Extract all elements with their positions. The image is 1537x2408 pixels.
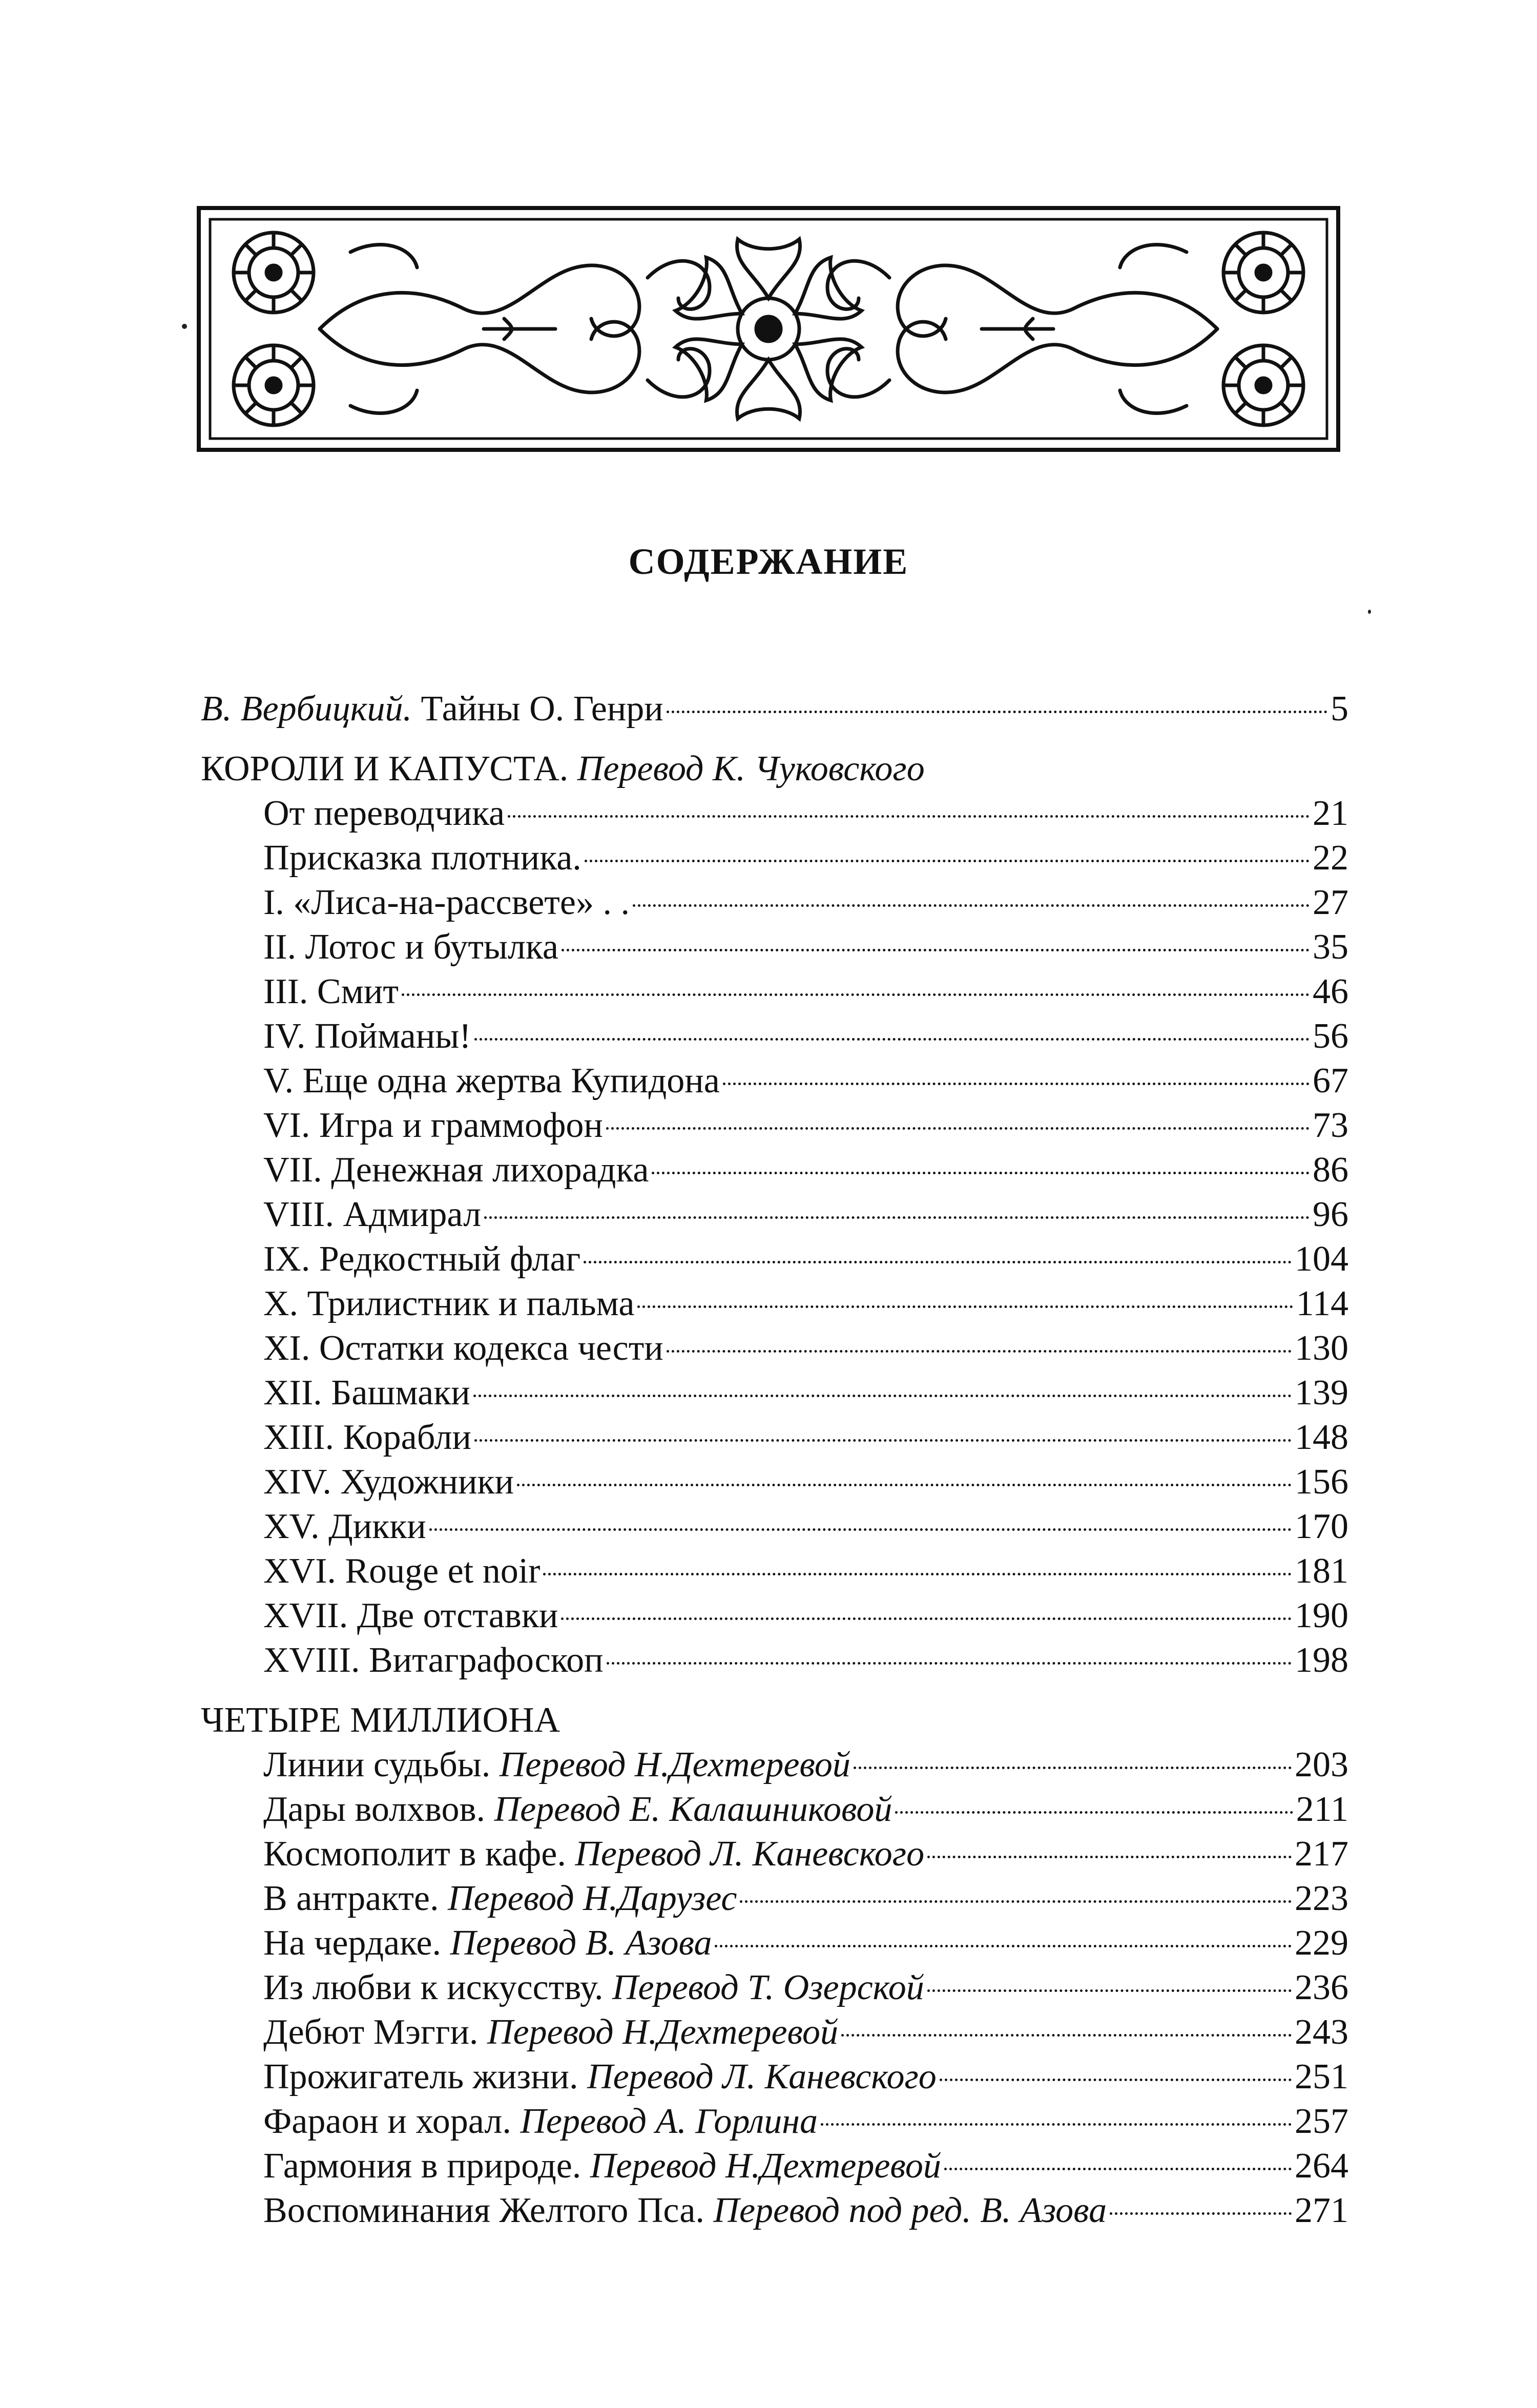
toc-entry [201, 2054, 1348, 2099]
toc-entry-label: II. Лотос и бутылка [263, 927, 558, 967]
dot-leader [474, 1439, 1292, 1442]
toc-page-number: 203 [1295, 1745, 1348, 1784]
toc-entry-translator: Перевод Н.Дехтеревой [581, 2146, 941, 2186]
toc-page-number: 35 [1313, 927, 1348, 967]
toc-entry [201, 1058, 1348, 1103]
toc-page-number: 114 [1296, 1284, 1348, 1323]
dot-leader [927, 1856, 1292, 1858]
toc-entry [201, 1965, 1348, 2010]
toc-entry [201, 1504, 1348, 1549]
toc-entry-label: V. Еще одна жертва Купидона [263, 1061, 720, 1101]
dot-leader [585, 860, 1310, 862]
table-of-contents [201, 687, 1348, 2233]
toc-entry [201, 1237, 1348, 1281]
toc-entry-translator: Перевод под ред. В. Азова [704, 2191, 1107, 2230]
toc-page-number: 73 [1313, 1106, 1348, 1145]
toc-entry-label: XVIII. Витаграфоскоп [263, 1641, 604, 1680]
toc-entry-title: Из любви к искусству. [263, 1968, 604, 2007]
toc-entry-label [263, 2010, 838, 2054]
toc-entry-label: Присказка плотника. [263, 838, 581, 878]
dot-leader [667, 1350, 1292, 1353]
toc-entry-title: Линии судьбы. [263, 1745, 491, 1784]
toc-entry [201, 1415, 1348, 1460]
toc-entry-translator: Перевод Л. Каневского [566, 1834, 925, 1874]
dot-leader [821, 2123, 1292, 2126]
toc-page-number: 139 [1295, 1373, 1348, 1413]
dot-leader [562, 949, 1310, 951]
toc-entry-title: Фараон и хорал. [263, 2102, 511, 2141]
dot-leader [1110, 2212, 1292, 2215]
print-speck [1368, 610, 1371, 614]
dot-leader [508, 815, 1310, 818]
toc-entry-label: III. Смит [263, 972, 399, 1011]
toc-entry-label: IX. Редкостный флаг [263, 1239, 581, 1279]
toc-page-number: 211 [1296, 1790, 1348, 1829]
dot-leader [633, 904, 1310, 907]
toc-entry [201, 2099, 1348, 2144]
toc-page-number: 271 [1295, 2191, 1348, 2230]
toc-entry-title: В антракте. [263, 1879, 439, 1918]
dot-leader [429, 1528, 1292, 1531]
toc-page-number: 22 [1313, 838, 1348, 878]
toc-entry-title: На чердаке. [263, 1923, 441, 1963]
toc-entry-label: VII. Денежная лихорадка [263, 1150, 649, 1190]
dot-leader [740, 1900, 1292, 1903]
toc-entry [201, 1921, 1348, 1965]
toc-page-number: 27 [1313, 883, 1348, 922]
section-heading-kings-and-cabbages [201, 746, 1348, 791]
toc-entry-title: Дары волхвов. [263, 1790, 486, 1829]
toc-entry [201, 1103, 1348, 1148]
toc-entry [201, 1832, 1348, 1876]
toc-page-number: 5 [1331, 689, 1348, 729]
section-translator: Перевод К. Чуковского [568, 749, 925, 788]
toc-entry [201, 925, 1348, 969]
toc-page-number: 86 [1313, 1150, 1348, 1190]
toc-entry [201, 1876, 1348, 1921]
toc-page-number: 148 [1295, 1418, 1348, 1457]
toc-page-number: 251 [1295, 2057, 1348, 2096]
dot-leader [606, 1127, 1310, 1130]
dot-leader [652, 1172, 1310, 1174]
toc-entry-title: Гармония в природе. [263, 2146, 581, 2186]
toc-page-number: 198 [1295, 1641, 1348, 1680]
dot-leader [474, 1038, 1310, 1041]
toc-page-number: 104 [1295, 1239, 1348, 1279]
toc-entry-label: XIII. Корабли [263, 1418, 472, 1457]
toc-entry-title: Дебют Мэгги. [263, 2012, 479, 2052]
toc-page-number: 96 [1313, 1195, 1348, 1234]
toc-entry-label: VI. Игра и граммофон [263, 1106, 603, 1145]
toc-entry [201, 1014, 1348, 1058]
toc-entry [201, 1371, 1348, 1415]
toc-page-number: 190 [1295, 1596, 1348, 1635]
toc-entry [201, 1460, 1348, 1504]
toc-entry-translator: Перевод Н.Дехтеревой [490, 1745, 850, 1784]
toc-entry-translator: Перевод А. Горлина [511, 2102, 818, 2141]
toc-entry-label: VIII. Адмирал [263, 1195, 482, 1234]
dot-leader [561, 1617, 1292, 1620]
toc-page-number: 257 [1295, 2102, 1348, 2141]
toc-entry-translator: Перевод Л. Каневского [578, 2057, 937, 2096]
toc-entry-label [263, 1832, 924, 1876]
toc-entry-label: От переводчика [263, 794, 505, 833]
toc-page-number: 156 [1295, 1462, 1348, 1502]
toc-entry-intro [201, 687, 1348, 731]
toc-entry-label [263, 2144, 941, 2188]
toc-entry-label [263, 1965, 924, 2010]
toc-entry-label: XIV. Художники [263, 1462, 514, 1502]
section-title: ЧЕТЫРЕ МИЛЛИОНА [201, 1700, 560, 1740]
toc-entry-label: XV. Дикки [263, 1507, 426, 1546]
toc-entry [201, 1192, 1348, 1237]
dot-leader [517, 1484, 1292, 1486]
toc-entry [201, 836, 1348, 880]
toc-entry-translator: Перевод Т. Озерской [603, 1968, 924, 2007]
toc-entry-translator: Перевод Е. Калашниковой [485, 1790, 892, 1829]
toc-entry [201, 1549, 1348, 1593]
page-title: СОДЕРЖАНИЕ [628, 541, 909, 582]
toc-entry [201, 2010, 1348, 2054]
toc-entry-label [263, 2188, 1107, 2233]
dot-leader [841, 2034, 1292, 2037]
toc-entry-label: X. Трилистник и пальма [263, 1284, 635, 1323]
toc-entry-label: XI. Остатки кодекса чести [263, 1328, 663, 1368]
dot-leader [637, 1305, 1293, 1308]
dot-leader [584, 1261, 1292, 1263]
dot-leader [543, 1573, 1292, 1575]
toc-entry [201, 880, 1348, 925]
dot-leader [854, 1767, 1292, 1769]
toc-entry-title: Воспоминания Желтого Пса. [263, 2191, 704, 2230]
toc-page-number: 223 [1295, 1879, 1348, 1918]
dot-leader [723, 1083, 1310, 1085]
toc-entry-translator: Перевод В. Азова [441, 1923, 712, 1963]
toc-entry-label: XVII. Две отставки [263, 1596, 558, 1635]
toc-page-number: 236 [1295, 1968, 1348, 2007]
section-title: КОРОЛИ И КАПУСТА. [201, 749, 569, 788]
toc-entry-title: Космополит в кафе. [263, 1834, 566, 1874]
toc-page-number: 46 [1313, 972, 1348, 1011]
dot-leader [895, 1811, 1293, 1814]
toc-entry-label: I. «Лиса-на-рассвете» . . [263, 883, 630, 922]
toc-entry-label [263, 1742, 850, 1787]
toc-page-number: 217 [1295, 1834, 1348, 1874]
toc-entry [201, 1638, 1348, 1683]
toc-entry [201, 1148, 1348, 1192]
toc-entry-label: XII. Башмаки [263, 1373, 470, 1413]
toc-entry-translator: Перевод Н.Дарузес [439, 1879, 737, 1918]
toc-entry [201, 1326, 1348, 1371]
print-speck [182, 324, 187, 329]
toc-page-number: 243 [1295, 2012, 1348, 2052]
dot-leader [940, 2079, 1292, 2081]
toc-entry [201, 2144, 1348, 2188]
toc-entry [201, 969, 1348, 1014]
dot-leader [715, 1945, 1292, 1947]
toc-entry-label: XVI. Rouge et noir [263, 1551, 541, 1591]
toc-entry-label: IV. Пойманы! [263, 1016, 471, 1056]
toc-entry-label [263, 1787, 892, 1832]
toc-entry [201, 1742, 1348, 1787]
toc-entry-label [263, 2099, 818, 2144]
toc-page-number: 67 [1313, 1061, 1348, 1101]
toc-entry [201, 791, 1348, 836]
dot-leader [607, 1662, 1292, 1665]
toc-entry-label [263, 1921, 712, 1965]
toc-entry-label [201, 687, 663, 731]
toc-entry-label [263, 2054, 937, 2099]
dot-leader [944, 2168, 1292, 2170]
dot-leader [473, 1395, 1292, 1397]
toc-entry-title: Тайны О. Генри [412, 689, 663, 729]
toc-page-number: 56 [1313, 1016, 1348, 1056]
toc-page-number: 229 [1295, 1923, 1348, 1963]
toc-page-number: 181 [1295, 1551, 1348, 1591]
toc-entry-title: Прожигатель жизни. [263, 2057, 578, 2096]
toc-page-number: 170 [1295, 1507, 1348, 1546]
ornamental-header-band [197, 206, 1340, 452]
toc-entry [201, 1281, 1348, 1326]
toc-entry-translator: Перевод Н.Дехтеревой [478, 2012, 839, 2052]
dot-leader [484, 1216, 1310, 1219]
toc-page-number: 21 [1313, 794, 1348, 833]
dot-leader [927, 1989, 1292, 1992]
toc-entry-author: В. Вербицкий. [201, 689, 412, 729]
toc-entry [201, 2188, 1348, 2233]
dot-leader [667, 711, 1327, 713]
section-heading-four-million [201, 1698, 1348, 1742]
toc-entry [201, 1787, 1348, 1832]
toc-entry [201, 1593, 1348, 1638]
ornament-graphic [197, 206, 1340, 452]
toc-entry-label [263, 1876, 737, 1921]
toc-page-number: 264 [1295, 2146, 1348, 2186]
toc-page-number: 130 [1295, 1328, 1348, 1368]
dot-leader [402, 993, 1310, 996]
